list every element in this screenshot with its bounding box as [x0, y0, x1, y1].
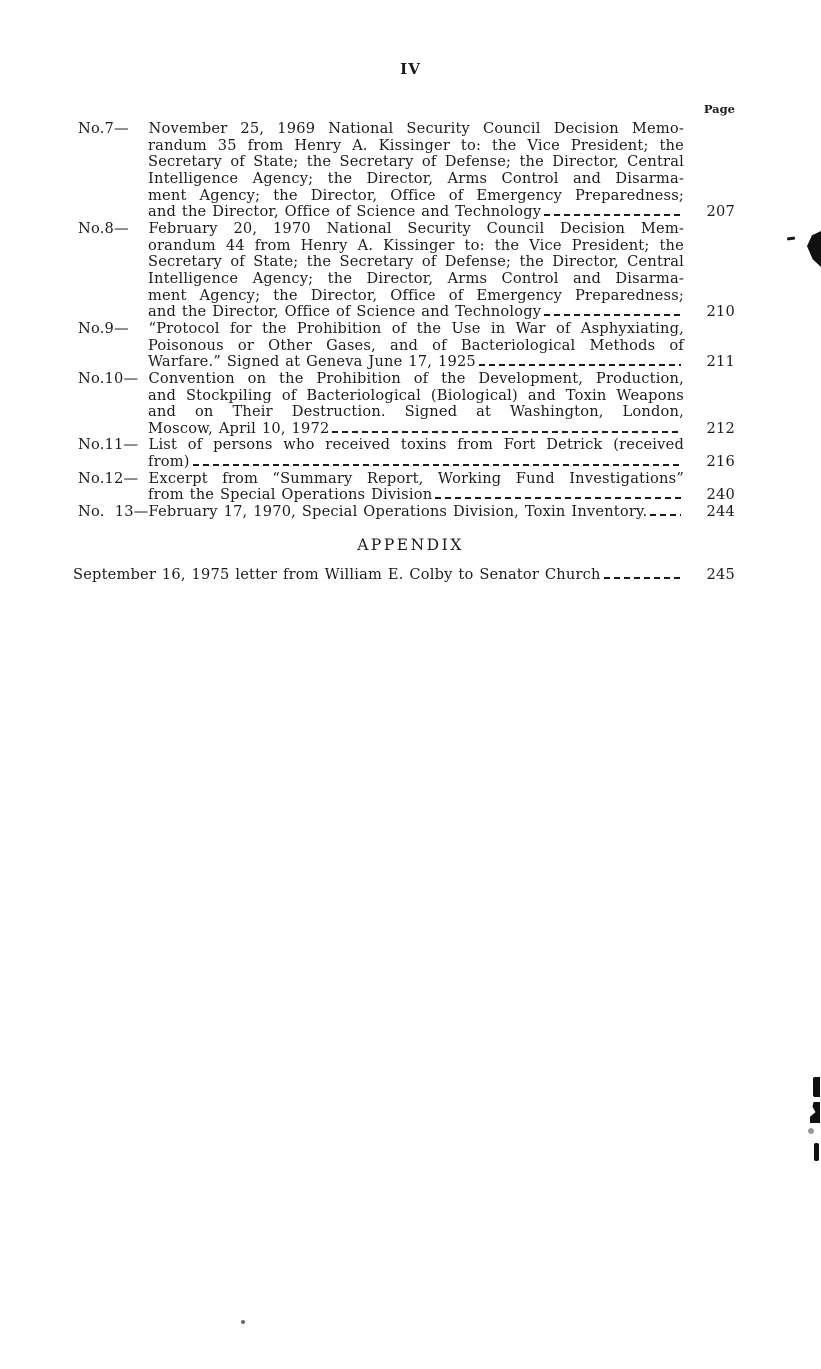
toc-line-text: and the Director, Office of Science and Technology [148, 203, 542, 221]
toc-entry [78, 121, 735, 221]
entry-number: 7— [104, 120, 129, 137]
entry-number-label: No. [78, 503, 105, 521]
dot-leader [604, 575, 681, 579]
entry-number-label: No. [78, 436, 105, 454]
dot-leader [193, 462, 681, 466]
toc-line-text: Moscow, April 10, 1972 [148, 419, 330, 437]
ink-speck [241, 1320, 245, 1324]
toc-line-text: Excerpt from “Summary Report, Working Fund Investigations” [148, 469, 684, 487]
dot-leader [435, 495, 681, 499]
toc-line: randum 35 from Henry A. Kissinger to: the Vice President; the [148, 136, 684, 154]
edge-ink-mark [813, 1077, 820, 1097]
toc-line: ment Agency; the Director, Office of Emergency Preparedness; [148, 286, 684, 304]
toc-line [148, 454, 735, 471]
toc-line [148, 487, 735, 504]
toc-line-text: from the Special Operations Division [148, 486, 433, 504]
edge-ink-mark [810, 1102, 820, 1123]
dot-leader [544, 312, 681, 316]
toc-line: Intelligence Agency; the Director, Arms Control and Disarma- [148, 169, 684, 187]
toc-line [148, 304, 735, 321]
page-column-label: Page [703, 102, 735, 116]
toc-entry [78, 504, 735, 521]
toc-entry [78, 471, 735, 504]
toc-page-number: 207 [706, 203, 735, 221]
page-number-roman: IV [400, 60, 421, 78]
toc-line [78, 369, 684, 388]
edge-smudge [808, 1128, 814, 1134]
ink-speck [787, 236, 795, 240]
dot-leader [650, 512, 681, 516]
toc-line: Secretary of State; the Secretary of Defense; the Director, Central [148, 253, 684, 271]
entry-number: 10— [104, 369, 139, 387]
entry-number-label: No. [78, 319, 105, 337]
entry-number: 12— [104, 469, 139, 487]
appendix-heading: APPENDIX [357, 536, 464, 554]
toc-page-number: 211 [706, 353, 735, 371]
toc-line-text: List of persons who received toxins from Fort Detrick (received [148, 436, 684, 454]
entry-number: 11— [104, 436, 139, 454]
toc-entry [78, 371, 735, 438]
toc-line-text: from) [148, 453, 190, 471]
entry-number-label: No. [78, 120, 105, 137]
toc-line-text: February 20, 1970 National Security Council Decision Mem- [148, 219, 684, 237]
toc-line-text: November 25, 1969 National Security Council Decision Memo- [148, 120, 684, 137]
toc-line [78, 120, 684, 138]
toc-entry [78, 221, 735, 321]
toc-entry [78, 321, 735, 371]
entry-number-label: No. [78, 469, 105, 487]
toc-line: Intelligence Agency; the Director, Arms Control and Disarma- [148, 269, 684, 287]
appendix-page-number: 245 [706, 566, 735, 583]
toc-page-number: 210 [706, 303, 735, 321]
toc-page-number: 212 [706, 419, 735, 437]
toc-page-number: 244 [706, 503, 735, 521]
toc-line: ment Agency; the Director, Office of Emergency Preparedness; [148, 186, 684, 204]
toc-line-text: “Protocol for the Prohibition of the Use in War of Asphyxiating, [148, 319, 684, 337]
edge-ink-mark [814, 1143, 819, 1161]
toc-line [148, 204, 735, 221]
toc-line-text: Convention on the Prohibition of the Development, Production, [148, 369, 684, 387]
toc-line [78, 469, 684, 488]
toc-line-text: Warfare.” Signed at Geneva June 17, 1925 [148, 353, 476, 371]
toc-entry [78, 437, 735, 470]
toc-line-text: February 17, 1970, Special Operations Division, Toxin Inventory. [148, 503, 648, 521]
toc-line: and Stockpiling of Bacteriological (Biological) and Toxin Weapons [148, 386, 684, 404]
appendix-entry [73, 566, 735, 583]
toc-line [148, 421, 735, 438]
toc-line-text: and the Director, Office of Science and Technology [148, 303, 542, 321]
entry-number: 13— [114, 503, 149, 521]
toc-line: Secretary of State; the Secretary of Defense; the Director, Central [148, 153, 684, 171]
toc-line [78, 504, 735, 521]
dot-leader [332, 429, 681, 433]
toc-page-number: 240 [706, 486, 735, 504]
toc-line: and on Their Destruction. Signed at Washington, London, [148, 403, 684, 421]
table-of-contents [78, 121, 735, 521]
entry-number: 8— [104, 219, 129, 237]
toc-line: Poisonous or Other Gases, and of Bacteriological Methods of [148, 336, 684, 354]
ink-blot [807, 231, 821, 267]
entry-number-label: No. [78, 369, 105, 387]
appendix-entry-text: September 16, 1975 letter from William E. Colby to Senator Church [73, 566, 601, 583]
toc-page-number: 216 [706, 453, 735, 471]
toc-line [78, 436, 684, 454]
entry-number: 9— [104, 319, 129, 337]
dot-leader [544, 212, 681, 216]
toc-line [78, 319, 684, 338]
dot-leader [479, 362, 681, 366]
toc-line [148, 354, 735, 371]
toc-line [78, 219, 684, 238]
toc-line: orandum 44 from Henry A. Kissinger to: the Vice President; the [148, 236, 684, 254]
entry-number-label: No. [78, 219, 105, 237]
